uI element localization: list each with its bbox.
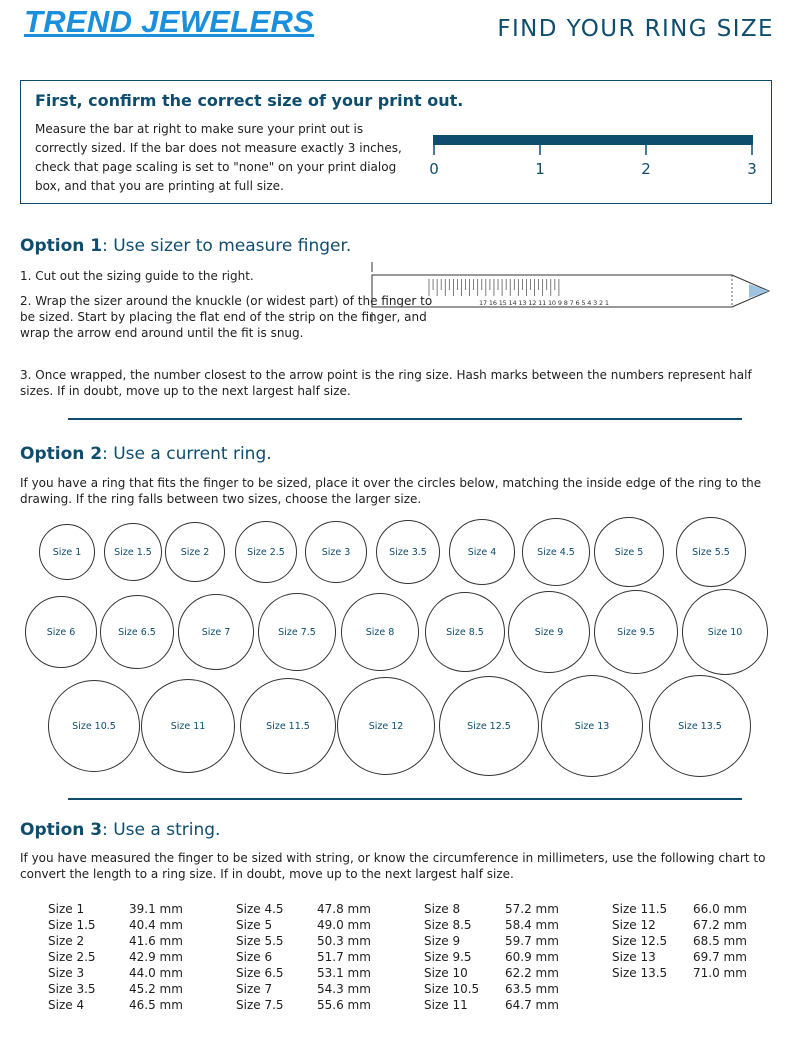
option2-heading	[20, 444, 272, 464]
size-label: Size 12	[612, 918, 656, 932]
option3-label: Option 3	[20, 820, 103, 840]
ring-circle	[141, 679, 235, 773]
size-chart-row	[48, 917, 183, 933]
ring-circle-label: Size 12.5	[467, 720, 511, 732]
ring-circle	[104, 523, 162, 581]
size-chart-row	[236, 965, 371, 981]
size-mm: 57.2 mm	[505, 902, 559, 916]
size-chart-row	[236, 981, 371, 997]
size-chart-row	[236, 917, 371, 933]
size-mm: 54.3 mm	[317, 982, 371, 996]
size-label: Size 2	[48, 934, 85, 948]
ring-circle-label: Size 3	[321, 546, 351, 558]
ring-circle	[676, 517, 746, 587]
size-mm: 55.6 mm	[317, 998, 371, 1012]
size-label: Size 10	[424, 966, 468, 980]
ring-circle-label: Size 4	[467, 546, 497, 558]
ring-circle-label: Size 8	[365, 626, 395, 638]
size-mm: 42.9 mm	[129, 950, 183, 964]
sizer-numbers: 17 16 15 14 13 12 11 10 9 8 7 6 5 4 3 2 1	[479, 299, 609, 307]
size-chart-row	[424, 981, 559, 997]
size-chart-row	[236, 933, 371, 949]
ruler-label: 1	[535, 160, 545, 178]
ring-circle-label: Size 13	[574, 720, 610, 732]
size-label: Size 6	[236, 950, 273, 964]
ring-circle-label: Size 6.5	[118, 626, 156, 638]
option3-text: If you have measured the finger to be sized with string, or know the circumference in millimeters, use the following chart to convert the length to a ring size. If in doubt, move up to the next largest half size.	[20, 851, 766, 881]
size-chart-row	[424, 901, 559, 917]
sizer-hash-marks	[429, 279, 559, 296]
size-chart-row	[48, 997, 183, 1013]
option1-step2: 2. Wrap the sizer around the knuckle (or widest part) of the finger to be sized. Start by placing the flat end of the strip on the finger, and wrap the arrow end around until the fit is snug.	[20, 294, 433, 340]
ring-circle-label: Size 1	[52, 546, 82, 558]
divider	[68, 798, 742, 800]
size-chart-row	[48, 965, 183, 981]
ring-circle	[305, 521, 367, 583]
size-mm: 62.2 mm	[505, 966, 559, 980]
size-label: Size 1.5	[48, 918, 96, 932]
size-chart-row	[612, 965, 747, 981]
size-label: Size 8	[424, 902, 461, 916]
ring-circle	[594, 590, 678, 674]
size-label: Size 10.5	[424, 982, 480, 996]
size-chart-row	[612, 949, 747, 965]
ring-circle	[240, 678, 336, 774]
calibration-heading: First, confirm the correct size of your print out.	[35, 91, 464, 110]
calibration-text: Measure the bar at right to make sure your print out is correctly sized. If the bar does not measure exactly 3 inches, check that page scaling is set to "none" on your print dialog box, and that you are printing at full size.	[35, 122, 402, 193]
ring-circle-label: Size 13.5	[678, 720, 722, 732]
ring-circle-label: Size 5	[614, 546, 644, 558]
option2-title: : Use a current ring.	[102, 444, 272, 464]
size-chart-row	[424, 965, 559, 981]
size-chart-row	[236, 901, 371, 917]
divider	[68, 418, 742, 420]
size-mm: 67.2 mm	[693, 918, 747, 932]
ring-circle	[341, 593, 419, 671]
size-chart-row	[612, 917, 747, 933]
ring-circle-label: Size 7.5	[278, 626, 316, 638]
calibration-ruler	[421, 129, 767, 179]
ruler-label: 2	[641, 160, 651, 178]
page-title: FIND YOUR RING SIZE	[497, 16, 774, 42]
size-chart-row	[48, 981, 183, 997]
ring-circle	[25, 596, 97, 668]
size-label: Size 1	[48, 902, 85, 916]
ring-circle-label: Size 4.5	[537, 546, 575, 558]
size-mm: 46.5 mm	[129, 998, 183, 1012]
size-mm: 41.6 mm	[129, 934, 183, 948]
size-chart-column	[612, 901, 747, 981]
size-chart-row	[424, 949, 559, 965]
ring-circle	[522, 518, 590, 586]
size-label: Size 9.5	[424, 950, 472, 964]
size-chart-row	[424, 917, 559, 933]
ring-circle	[508, 591, 590, 673]
ring-circle	[165, 522, 225, 582]
option1-step1: 1. Cut out the sizing guide to the right.	[20, 269, 254, 283]
size-chart-row	[612, 933, 747, 949]
size-chart-row	[424, 997, 559, 1013]
size-mm: 39.1 mm	[129, 902, 183, 916]
option3-heading	[20, 820, 220, 840]
ruler-label: 3	[747, 160, 757, 178]
size-label: Size 3	[48, 966, 85, 980]
ring-circle-label: Size 7	[201, 626, 231, 638]
ring-circle	[649, 675, 751, 777]
size-chart-row	[236, 997, 371, 1013]
size-label: Size 5.5	[236, 934, 284, 948]
size-chart-row	[48, 901, 183, 917]
size-chart-row	[48, 933, 183, 949]
ring-circle-label: Size 11	[170, 720, 206, 732]
size-chart-column	[48, 901, 183, 1013]
size-mm: 44.0 mm	[129, 966, 183, 980]
size-mm: 49.0 mm	[317, 918, 371, 932]
ring-circle-label: Size 12	[368, 720, 404, 732]
ring-circle-label: Size 10	[707, 626, 743, 638]
option1-step3: 3. Once wrapped, the number closest to the arrow point is the ring size. Hash marks between the numbers represent half sizes. If in doubt, move up to the next largest half size.	[20, 368, 752, 398]
size-label: Size 11	[424, 998, 468, 1012]
size-mm: 58.4 mm	[505, 918, 559, 932]
ring-circle	[39, 524, 95, 580]
size-label: Size 12.5	[612, 934, 668, 948]
size-mm: 66.0 mm	[693, 902, 747, 916]
option1-title: : Use sizer to measure finger.	[102, 236, 352, 256]
ring-circle	[594, 517, 664, 587]
ring-circle-label: Size 9.5	[617, 626, 655, 638]
size-label: Size 13	[612, 950, 656, 964]
ring-circle-label: Size 2.5	[247, 546, 285, 558]
size-chart-column	[424, 901, 559, 1013]
ring-circle-label: Size 3.5	[389, 546, 427, 558]
ring-circle-label: Size 2	[180, 546, 210, 558]
size-label: Size 7	[236, 982, 273, 996]
ring-circle	[235, 521, 297, 583]
size-label: Size 6.5	[236, 966, 284, 980]
ring-circle-label: Size 8.5	[446, 626, 484, 638]
ring-circle-label: Size 1.5	[114, 546, 152, 558]
size-mm: 60.9 mm	[505, 950, 559, 964]
ring-circle	[425, 592, 505, 672]
ring-circle	[258, 593, 336, 671]
size-label: Size 5	[236, 918, 273, 932]
size-chart-row	[612, 901, 747, 917]
size-mm: 47.8 mm	[317, 902, 371, 916]
ring-circle-label: Size 6	[46, 626, 76, 638]
size-chart-row	[48, 949, 183, 965]
calibration-box	[20, 80, 772, 204]
option2-label: Option 2	[20, 444, 103, 464]
ring-circle	[541, 675, 643, 777]
option1-label: Option 1	[20, 236, 103, 256]
size-chart-row	[424, 933, 559, 949]
size-label: Size 4	[48, 998, 85, 1012]
size-mm: 69.7 mm	[693, 950, 747, 964]
size-label: Size 8.5	[424, 918, 472, 932]
size-mm: 63.5 mm	[505, 982, 559, 996]
size-mm: 45.2 mm	[129, 982, 183, 996]
calibration-bar	[433, 135, 753, 145]
size-label: Size 3.5	[48, 982, 96, 996]
ring-circle-label: Size 10.5	[72, 720, 116, 732]
ring-circle	[682, 589, 768, 675]
option3-title: : Use a string.	[102, 820, 221, 840]
size-mm: 68.5 mm	[693, 934, 747, 948]
size-label: Size 4.5	[236, 902, 284, 916]
ring-circle	[449, 519, 515, 585]
size-mm: 51.7 mm	[317, 950, 371, 964]
size-mm: 71.0 mm	[693, 966, 747, 980]
size-label: Size 13.5	[612, 966, 668, 980]
size-label: Size 9	[424, 934, 461, 948]
size-label: Size 7.5	[236, 998, 284, 1012]
brand-title: TREND JEWELERS	[24, 4, 315, 39]
size-mm: 40.4 mm	[129, 918, 183, 932]
ring-circle	[178, 594, 254, 670]
option1-heading	[20, 236, 351, 256]
ring-circle-label: Size 11.5	[266, 720, 310, 732]
size-label: Size 11.5	[612, 902, 668, 916]
ring-circle	[337, 677, 435, 775]
size-mm: 64.7 mm	[505, 998, 559, 1012]
size-chart-column	[236, 901, 371, 1013]
ring-circle	[439, 676, 539, 776]
size-chart-row	[236, 949, 371, 965]
ring-circle-label: Size 5.5	[692, 546, 730, 558]
ring-circle	[376, 520, 440, 584]
size-mm: 50.3 mm	[317, 934, 371, 948]
size-mm: 59.7 mm	[505, 934, 559, 948]
size-mm: 53.1 mm	[317, 966, 371, 980]
option2-text: If you have a ring that fits the finger to be sized, place it over the circles below, matching the inside edge of the ring to the drawing. If the ring falls between two sizes, choose the larger size.	[20, 476, 762, 506]
ruler-label: 0	[429, 160, 439, 178]
ring-circle	[48, 680, 140, 772]
size-label: Size 2.5	[48, 950, 96, 964]
ring-circle	[100, 595, 174, 669]
arrow-tip	[749, 284, 769, 298]
ring-sizer-strip	[364, 260, 776, 326]
ring-circle-label: Size 9	[534, 626, 564, 638]
